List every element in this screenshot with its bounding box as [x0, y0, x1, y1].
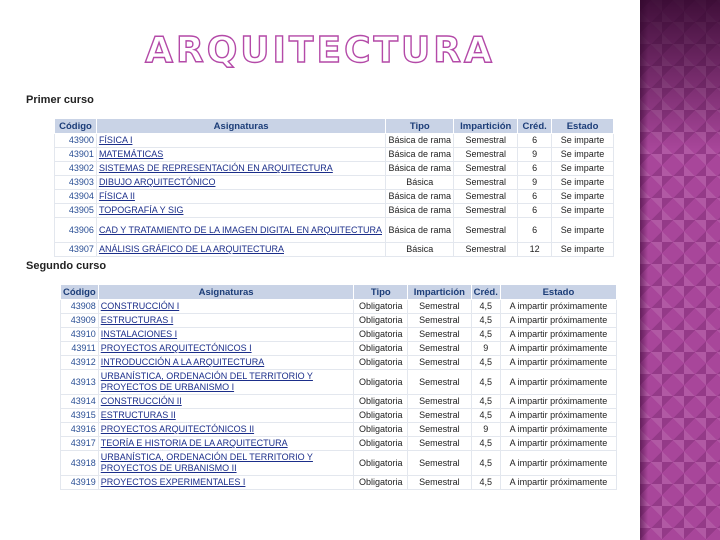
course-schedule: Semestral — [454, 190, 518, 204]
course-name-link[interactable]: CAD Y TRATAMIENTO DE LA IMAGEN DIGITAL EN ARQUITECTURA — [96, 218, 385, 243]
course-name-link[interactable]: DIBUJO ARQUITECTÓNICO — [96, 176, 385, 190]
column-header: Asignaturas — [98, 285, 354, 300]
course-schedule: Semestral — [408, 314, 472, 328]
course-credits: 9 — [471, 423, 500, 437]
course-code: 43905 — [55, 204, 97, 218]
course-code: 43909 — [61, 314, 99, 328]
table-row — [61, 451, 617, 476]
course-type: Obligatoria — [354, 409, 408, 423]
course-credits: 4,5 — [471, 328, 500, 342]
course-type: Obligatoria — [354, 356, 408, 370]
column-header: Estado — [552, 119, 614, 134]
course-code: 43908 — [61, 300, 99, 314]
course-type: Obligatoria — [354, 476, 408, 490]
course-credits: 6 — [518, 162, 552, 176]
course-name-link[interactable]: CONSTRUCCIÓN I — [98, 300, 354, 314]
slide-title: ARQUITECTURA — [145, 30, 495, 71]
course-name-link[interactable]: PROYECTOS EXPERIMENTALES I — [98, 476, 354, 490]
course-name-link[interactable]: INSTALACIONES I — [98, 328, 354, 342]
second-year-table — [60, 284, 617, 490]
table-row — [55, 134, 614, 148]
course-code: 43907 — [55, 243, 97, 257]
course-schedule: Semestral — [408, 437, 472, 451]
course-status: Se imparte — [552, 162, 614, 176]
column-header: Impartición — [408, 285, 472, 300]
course-name-link[interactable]: PROYECTOS ARQUITECTÓNICOS I — [98, 342, 354, 356]
course-status: Se imparte — [552, 176, 614, 190]
course-schedule: Semestral — [454, 134, 518, 148]
course-status: A impartir próximamente — [500, 356, 616, 370]
course-code: 43903 — [55, 176, 97, 190]
course-credits: 6 — [518, 218, 552, 243]
table-row — [61, 437, 617, 451]
course-code: 43912 — [61, 356, 99, 370]
table-row — [61, 342, 617, 356]
course-name-link[interactable]: ESTRUCTURAS I — [98, 314, 354, 328]
course-type: Obligatoria — [354, 342, 408, 356]
table-row — [61, 409, 617, 423]
course-schedule: Semestral — [408, 409, 472, 423]
course-type: Obligatoria — [354, 423, 408, 437]
course-credits: 12 — [518, 243, 552, 257]
column-header: Asignaturas — [96, 119, 385, 134]
course-credits: 4,5 — [471, 314, 500, 328]
course-type: Básica — [386, 243, 454, 257]
course-status: A impartir próximamente — [500, 370, 616, 395]
column-header: Código — [61, 285, 99, 300]
course-status: A impartir próximamente — [500, 437, 616, 451]
course-status: A impartir próximamente — [500, 328, 616, 342]
decorative-sidebar-shade — [640, 0, 720, 150]
course-type: Básica — [386, 176, 454, 190]
table-row — [61, 395, 617, 409]
table-row — [55, 190, 614, 204]
table-row — [61, 314, 617, 328]
course-name-link[interactable]: TEORÍA E HISTORIA DE LA ARQUITECTURA — [98, 437, 354, 451]
course-type: Básica de rama — [386, 134, 454, 148]
course-credits: 9 — [518, 176, 552, 190]
course-name-link[interactable]: FÍSICA II — [96, 190, 385, 204]
course-name-link[interactable]: PROYECTOS ARQUITECTÓNICOS II — [98, 423, 354, 437]
course-schedule: Semestral — [454, 162, 518, 176]
course-name-link[interactable]: FÍSICA I — [96, 134, 385, 148]
table-row — [55, 218, 614, 243]
course-schedule: Semestral — [408, 476, 472, 490]
course-credits: 4,5 — [471, 451, 500, 476]
second-year-heading: Segundo curso — [26, 260, 107, 272]
course-code: 43915 — [61, 409, 99, 423]
course-credits: 4,5 — [471, 300, 500, 314]
course-type: Obligatoria — [354, 328, 408, 342]
column-header: Créd. — [518, 119, 552, 134]
course-name-link[interactable]: URBANÍSTICA, ORDENACIÓN DEL TERRITORIO Y PROYECTOS DE URBANISMO II — [98, 451, 354, 476]
column-header: Créd. — [471, 285, 500, 300]
table-header-row — [55, 119, 614, 134]
table-row — [55, 243, 614, 257]
course-credits: 4,5 — [471, 395, 500, 409]
course-code: 43919 — [61, 476, 99, 490]
course-name-link[interactable]: CONSTRUCCIÓN II — [98, 395, 354, 409]
course-name-link[interactable]: SISTEMAS DE REPRESENTACIÓN EN ARQUITECTURA — [96, 162, 385, 176]
course-credits: 4,5 — [471, 356, 500, 370]
course-status: Se imparte — [552, 243, 614, 257]
course-schedule: Semestral — [408, 370, 472, 395]
course-schedule: Semestral — [408, 342, 472, 356]
course-schedule: Semestral — [408, 451, 472, 476]
course-credits: 4,5 — [471, 476, 500, 490]
column-header: Estado — [500, 285, 616, 300]
course-status: A impartir próximamente — [500, 423, 616, 437]
table-row — [55, 176, 614, 190]
course-code: 43911 — [61, 342, 99, 356]
column-header: Tipo — [386, 119, 454, 134]
table-row — [55, 148, 614, 162]
course-type: Básica de rama — [386, 190, 454, 204]
table-row — [55, 204, 614, 218]
course-name-link[interactable]: INTRODUCCIÓN A LA ARQUITECTURA — [98, 356, 354, 370]
course-code: 43916 — [61, 423, 99, 437]
course-credits: 4,5 — [471, 437, 500, 451]
course-credits: 9 — [518, 148, 552, 162]
column-header: Impartición — [454, 119, 518, 134]
course-schedule: Semestral — [454, 218, 518, 243]
table-row — [61, 328, 617, 342]
course-type: Obligatoria — [354, 314, 408, 328]
column-header: Código — [55, 119, 97, 134]
course-status: A impartir próximamente — [500, 476, 616, 490]
course-name-link[interactable]: URBANÍSTICA, ORDENACIÓN DEL TERRITORIO Y PROYECTOS DE URBANISMO I — [98, 370, 354, 395]
course-code: 43918 — [61, 451, 99, 476]
course-name-link[interactable]: TOPOGRAFÍA Y SIG — [96, 204, 385, 218]
course-credits: 4,5 — [471, 370, 500, 395]
course-status: A impartir próximamente — [500, 342, 616, 356]
course-credits: 6 — [518, 204, 552, 218]
course-schedule: Semestral — [408, 395, 472, 409]
course-code: 43913 — [61, 370, 99, 395]
course-status: Se imparte — [552, 190, 614, 204]
course-schedule: Semestral — [408, 356, 472, 370]
course-schedule: Semestral — [454, 243, 518, 257]
course-type: Obligatoria — [354, 370, 408, 395]
course-code: 43906 — [55, 218, 97, 243]
course-code: 43901 — [55, 148, 97, 162]
course-type: Obligatoria — [354, 300, 408, 314]
course-schedule: Semestral — [454, 148, 518, 162]
table-row — [61, 370, 617, 395]
table-header-row — [61, 285, 617, 300]
course-code: 43900 — [55, 134, 97, 148]
course-code: 43917 — [61, 437, 99, 451]
table-row — [61, 300, 617, 314]
course-type: Obligatoria — [354, 395, 408, 409]
table-row — [61, 423, 617, 437]
first-year-heading: Primer curso — [26, 94, 94, 106]
first-year-table — [54, 118, 614, 257]
course-schedule: Semestral — [408, 300, 472, 314]
course-credits: 6 — [518, 190, 552, 204]
course-type: Básica de rama — [386, 162, 454, 176]
course-status: Se imparte — [552, 218, 614, 243]
course-status: A impartir próximamente — [500, 314, 616, 328]
course-code: 43910 — [61, 328, 99, 342]
course-schedule: Semestral — [454, 176, 518, 190]
course-code: 43902 — [55, 162, 97, 176]
course-code: 43904 — [55, 190, 97, 204]
course-credits: 6 — [518, 134, 552, 148]
table-row — [61, 356, 617, 370]
table-row — [61, 476, 617, 490]
course-status: A impartir próximamente — [500, 395, 616, 409]
course-schedule: Semestral — [454, 204, 518, 218]
course-status: Se imparte — [552, 204, 614, 218]
course-code: 43914 — [61, 395, 99, 409]
table-row — [55, 162, 614, 176]
course-type: Obligatoria — [354, 451, 408, 476]
course-name-link[interactable]: ANÁLISIS GRÁFICO DE LA ARQUITECTURA — [96, 243, 385, 257]
course-credits: 4,5 — [471, 409, 500, 423]
course-type: Básica de rama — [386, 218, 454, 243]
course-name-link[interactable]: MATEMÁTICAS — [96, 148, 385, 162]
course-status: A impartir próximamente — [500, 409, 616, 423]
course-status: A impartir próximamente — [500, 451, 616, 476]
course-schedule: Semestral — [408, 328, 472, 342]
course-type: Básica de rama — [386, 204, 454, 218]
course-type: Obligatoria — [354, 437, 408, 451]
course-name-link[interactable]: ESTRUCTURAS II — [98, 409, 354, 423]
course-status: A impartir próximamente — [500, 300, 616, 314]
course-status: Se imparte — [552, 148, 614, 162]
course-type: Básica de rama — [386, 148, 454, 162]
course-credits: 9 — [471, 342, 500, 356]
course-schedule: Semestral — [408, 423, 472, 437]
course-status: Se imparte — [552, 134, 614, 148]
column-header: Tipo — [354, 285, 408, 300]
